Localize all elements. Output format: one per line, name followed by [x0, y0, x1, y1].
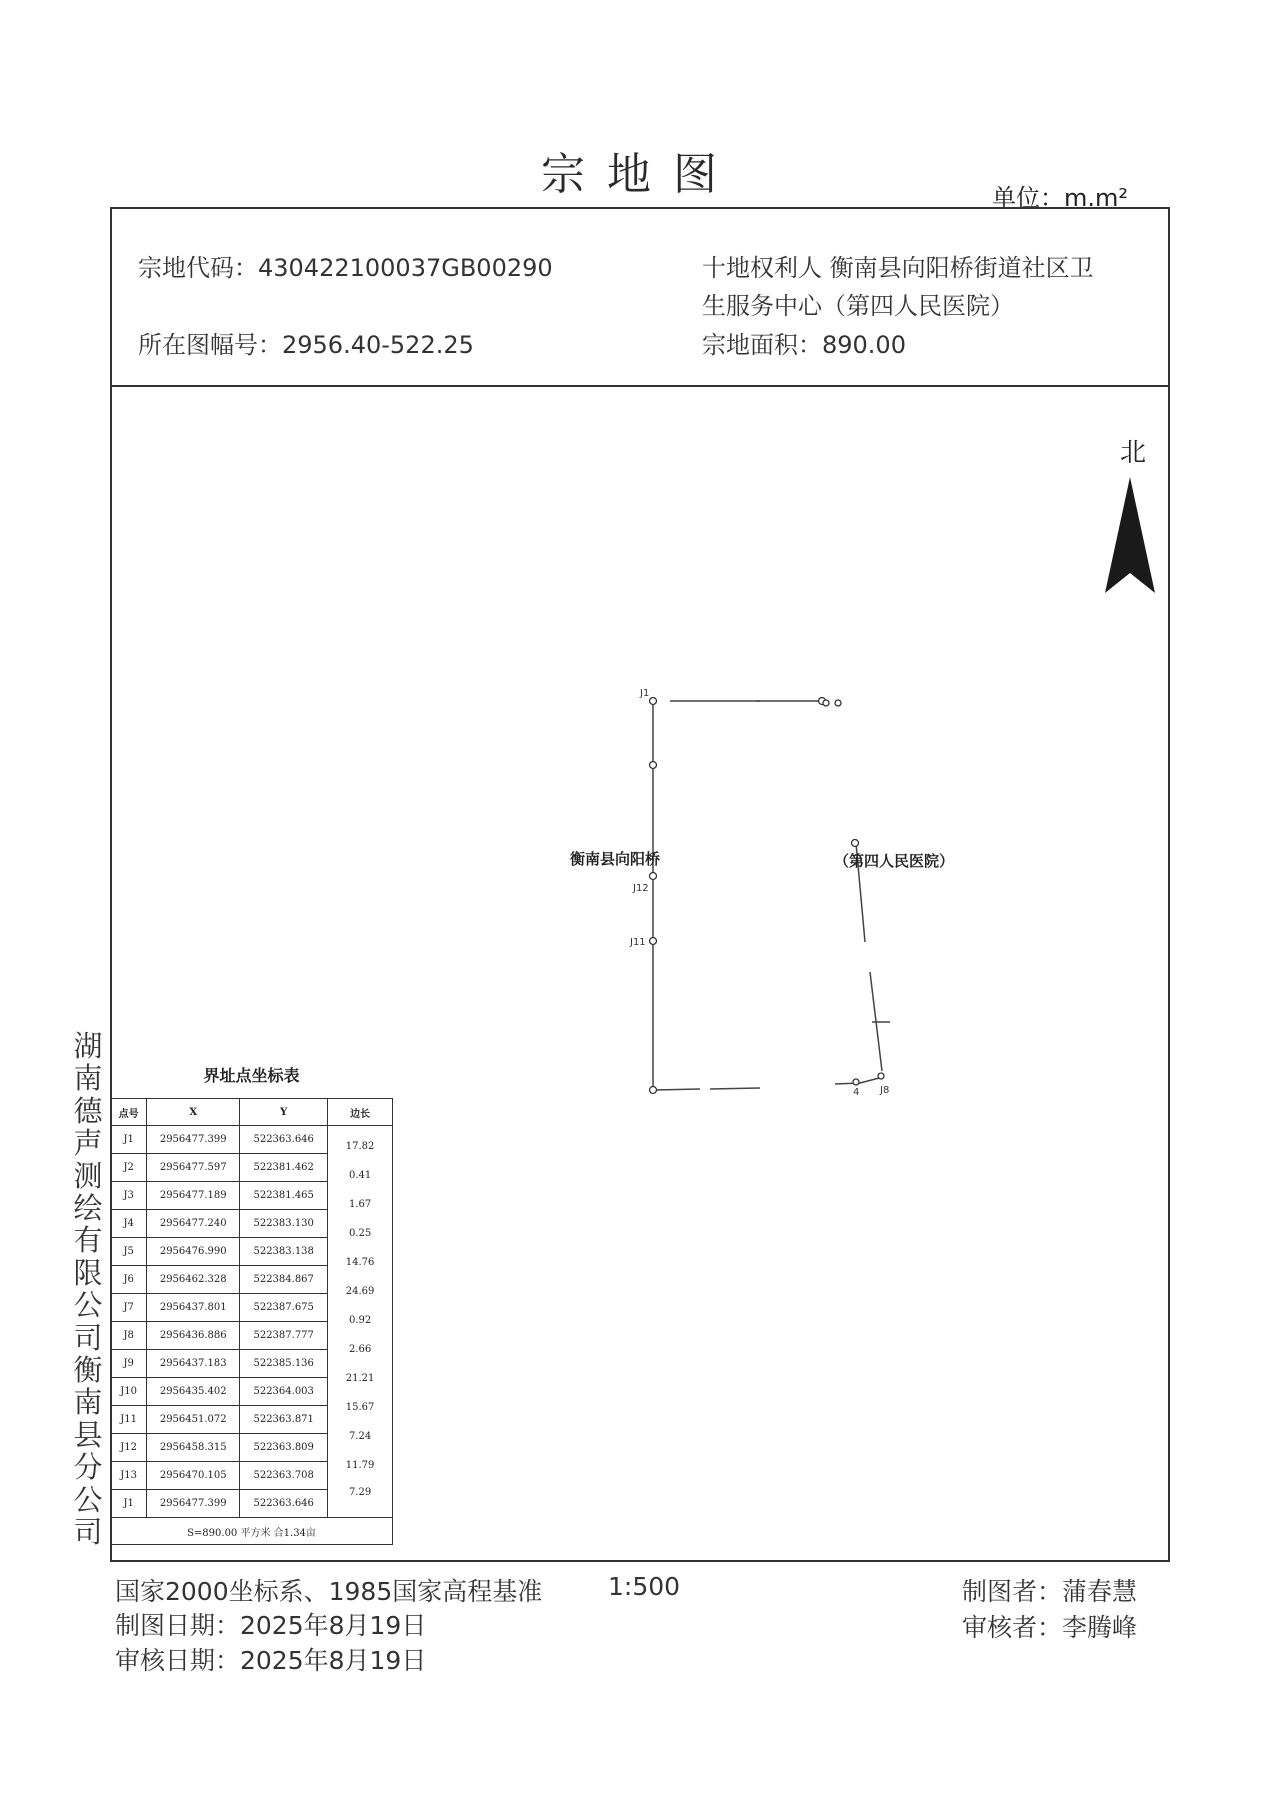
cell-y: 522363.809 — [240, 1434, 328, 1462]
cell-point: J3 — [111, 1182, 147, 1210]
review-date: 审核日期：2025年8月19日 — [115, 1646, 427, 1675]
cell-y: 522363.646 — [240, 1490, 328, 1518]
cell-x: 2956437.183 — [147, 1350, 240, 1378]
map-scale: 1:500 — [608, 1572, 681, 1601]
header-divider — [110, 385, 1170, 387]
label-J8: J8 — [880, 1085, 890, 1096]
point-J9 — [853, 1079, 859, 1085]
parcel-code: 宗地代码：430422100037GB00290 — [138, 254, 553, 282]
point-J6 — [852, 840, 859, 847]
table-summary: S=890.00 平方米 合1.34亩 — [111, 1518, 393, 1545]
cell-y: 522383.130 — [240, 1210, 328, 1238]
boundary-south-a — [655, 1089, 700, 1090]
point-J13 — [650, 762, 657, 769]
map-label-left: 衡南县向阳桥 — [570, 850, 661, 868]
coordinate-table — [110, 1098, 393, 1545]
parcel-area: 宗地面积：890.00 — [702, 331, 906, 359]
coord-system: 国家2000坐标系、1985国家高程基准 — [115, 1577, 543, 1606]
cell-point: J8 — [111, 1322, 147, 1350]
unit-label: 单位：m.m² — [992, 184, 1129, 212]
north-arrow-icon — [1100, 475, 1160, 600]
cell-x: 2956437.801 — [147, 1294, 240, 1322]
edge-value: 0.25 — [348, 1228, 372, 1239]
north-label: 北 — [1120, 438, 1147, 468]
cell-x: 2956477.399 — [147, 1126, 240, 1154]
parcel-map — [560, 680, 920, 1100]
cell-y: 522364.003 — [240, 1378, 328, 1406]
cell-point: J4 — [111, 1210, 147, 1238]
label-J1: J1 — [640, 688, 650, 699]
map-sheet-number: 所在图幅号：2956.40-522.25 — [138, 331, 474, 359]
cell-point: J9 — [111, 1350, 147, 1378]
edge-value: 15.67 — [345, 1402, 375, 1413]
label-J11: J11 — [630, 937, 646, 948]
cell-x: 2956451.072 — [147, 1406, 240, 1434]
right-holder-line1: 十地权利人 衡南县向阳桥街道社区卫 — [702, 254, 1094, 282]
cell-point: J11 — [111, 1406, 147, 1434]
cell-x: 2956477.597 — [147, 1154, 240, 1182]
edge-value: 21.21 — [345, 1373, 375, 1384]
table-row — [111, 1126, 393, 1154]
edge-value: 0.92 — [348, 1315, 372, 1326]
cell-x: 2956435.402 — [147, 1378, 240, 1406]
cell-y: 522381.462 — [240, 1154, 328, 1182]
table-header-row — [111, 1099, 393, 1126]
page-title: 宗地图 — [541, 149, 739, 200]
label-4: 4 — [853, 1087, 860, 1098]
cell-y: 522363.708 — [240, 1462, 328, 1490]
edge-value: 0.41 — [348, 1170, 372, 1181]
cell-y: 522381.465 — [240, 1182, 328, 1210]
map-label-right: （第四人民医院） — [834, 852, 955, 870]
point-J1 — [650, 698, 657, 705]
cell-point: J6 — [111, 1266, 147, 1294]
cell-point: J5 — [111, 1238, 147, 1266]
edge-value: 7.24 — [348, 1431, 372, 1442]
edge-value: 7.29 — [348, 1487, 372, 1498]
label-J12: J12 — [633, 883, 649, 894]
point-J12 — [650, 873, 657, 880]
cell-x: 2956436.886 — [147, 1322, 240, 1350]
cell-x: 2956477.399 — [147, 1490, 240, 1518]
cell-x: 2956477.189 — [147, 1182, 240, 1210]
cell-x: 2956458.315 — [147, 1434, 240, 1462]
col-x: X — [147, 1099, 240, 1126]
cell-y: 522385.136 — [240, 1350, 328, 1378]
edge-value: 1.67 — [348, 1199, 372, 1210]
edge-value: 17.82 — [345, 1141, 375, 1152]
table-title: 界址点坐标表 — [203, 1066, 300, 1085]
cell-point: J13 — [111, 1462, 147, 1490]
cell-y: 522387.675 — [240, 1294, 328, 1322]
cell-y: 522384.867 — [240, 1266, 328, 1294]
edge-value: 2.66 — [348, 1344, 372, 1355]
reviewer: 审核者：李腾峰 — [962, 1613, 1138, 1642]
col-edge: 边长 — [328, 1099, 393, 1126]
drafter: 制图者：蒲春慧 — [962, 1577, 1138, 1606]
cell-x: 2956476.990 — [147, 1238, 240, 1266]
point-J3 — [823, 700, 829, 706]
point-J8 — [878, 1073, 884, 1079]
cell-point: J2 — [111, 1154, 147, 1182]
cell-point: J1 — [111, 1126, 147, 1154]
cell-y: 522387.777 — [240, 1322, 328, 1350]
cell-y: 522383.138 — [240, 1238, 328, 1266]
edge-column — [328, 1126, 393, 1518]
company-vertical-text: 湖南德声测绘有限公司衡南县分公司 — [73, 1029, 103, 1550]
table-summary-row — [111, 1518, 393, 1545]
drawn-date: 制图日期：2025年8月19日 — [115, 1611, 427, 1640]
cell-x: 2956462.328 — [147, 1266, 240, 1294]
cell-y: 522363.646 — [240, 1126, 328, 1154]
right-holder-line2: 生服务中心（第四人民医院） — [702, 292, 1014, 320]
cell-point: J1 — [111, 1490, 147, 1518]
edge-value: 11.79 — [345, 1460, 375, 1471]
edge-value: 14.76 — [345, 1257, 375, 1268]
cell-y: 522363.871 — [240, 1406, 328, 1434]
cell-x: 2956470.105 — [147, 1462, 240, 1490]
edge-value: 24.69 — [345, 1286, 375, 1297]
cell-point: J7 — [111, 1294, 147, 1322]
point-J4 — [835, 700, 841, 706]
point-J11 — [650, 938, 657, 945]
cell-x: 2956477.240 — [147, 1210, 240, 1238]
cell-point: J12 — [111, 1434, 147, 1462]
cell-point: J10 — [111, 1378, 147, 1406]
point-J10 — [650, 1087, 657, 1094]
col-point: 点号 — [111, 1099, 147, 1126]
col-y: Y — [240, 1099, 328, 1126]
